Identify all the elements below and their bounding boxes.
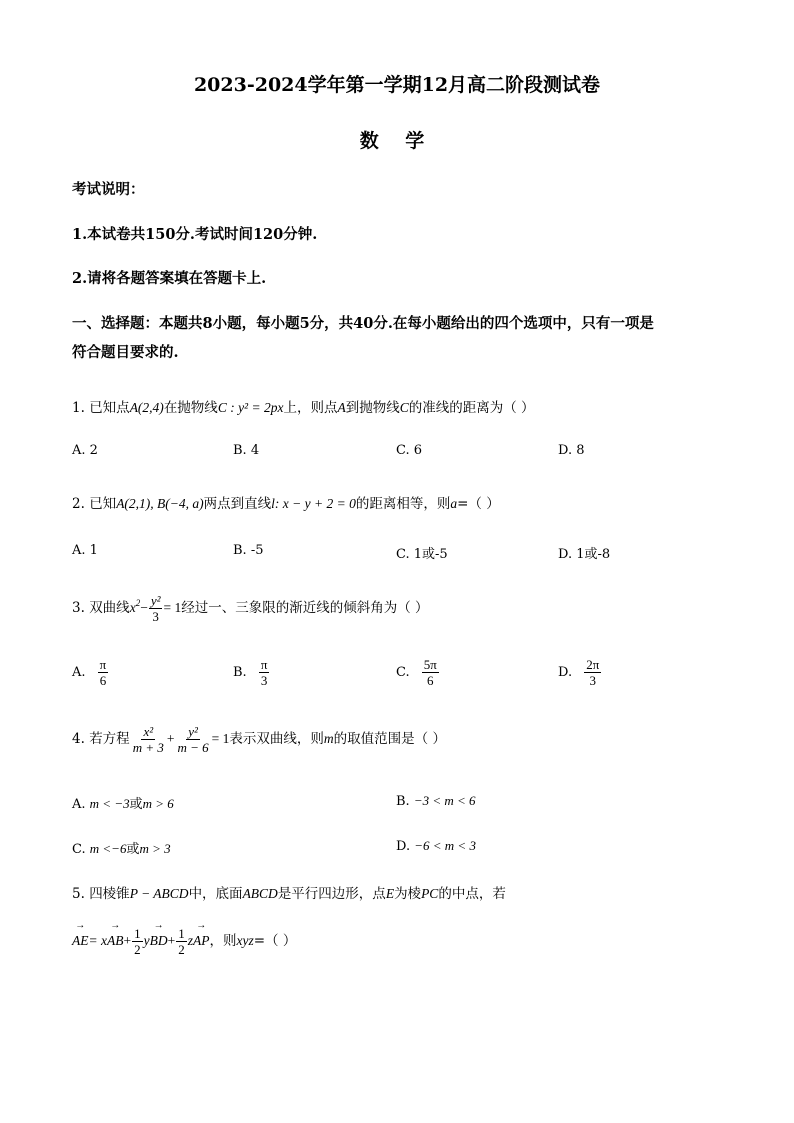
vector-ap: → AP — [193, 933, 210, 949]
question-text: =（ ） — [253, 933, 297, 949]
option-a: A. 1 — [72, 543, 98, 558]
vector-ab: → AB — [107, 933, 124, 949]
question-text: 四棱锥 — [89, 886, 130, 902]
question-text: 到抛物线 — [345, 400, 400, 416]
instruction-item: 1.本试卷共150分.考试时间120分钟. — [72, 226, 318, 243]
option-c: C. 1或-5 — [396, 547, 448, 562]
math-expr: m < −3 — [89, 796, 130, 811]
question-number: 1. — [72, 400, 85, 416]
math-plus: + — [166, 731, 175, 746]
fraction-denominator: 3 — [260, 673, 268, 688]
question-text: 的距离相等，则 — [355, 496, 451, 512]
question-text: 已知 — [89, 496, 117, 512]
fraction-numerator: y² — [188, 724, 198, 739]
subject-title: 数 学 — [359, 130, 435, 152]
vector-ae: → AE — [72, 933, 89, 949]
fraction-numerator: x² — [143, 724, 154, 739]
fraction — [176, 926, 187, 957]
fraction-denominator: 2 — [134, 942, 141, 957]
question-text: 在抛物线 — [163, 400, 218, 416]
option-text: 或 — [126, 842, 140, 857]
math-expr: m <−6 — [89, 841, 127, 856]
option-a — [72, 657, 109, 688]
math-var: E — [385, 886, 395, 901]
fraction-numerator: y² — [150, 593, 161, 608]
option-label: A. — [72, 797, 86, 812]
math-var: a — [450, 496, 458, 511]
math-var: y — [143, 933, 150, 948]
math-expr: −3 < m < 6 — [413, 793, 476, 808]
math-plus: + — [123, 933, 132, 948]
math-point: A(2,4) — [129, 400, 164, 415]
fraction — [259, 657, 270, 688]
question-3 — [72, 593, 429, 624]
option-label: A. — [72, 665, 86, 680]
math-var: m — [323, 731, 334, 746]
question-1 — [72, 396, 535, 416]
math-plus: + — [167, 933, 176, 948]
math-eq: = 1 — [211, 731, 230, 746]
math-expr: P − ABCD — [129, 886, 189, 901]
math-expr: m > 3 — [139, 841, 171, 856]
question-text: 为棱 — [394, 886, 422, 902]
math-expr: −6 < m < 3 — [414, 838, 476, 853]
fraction — [584, 657, 601, 688]
math-var: PC — [421, 886, 439, 901]
option-d: D. 8 — [558, 443, 585, 458]
fraction-numerator: 1 — [178, 926, 185, 941]
question-2 — [72, 492, 500, 512]
math-var: C — [399, 400, 409, 415]
option-label: B. — [396, 794, 410, 809]
question-text: 是平行四边形，点 — [277, 886, 386, 902]
question-number: 3. — [72, 600, 85, 616]
math-expr: = x — [88, 933, 107, 948]
option-text: 或 — [129, 797, 143, 812]
fraction-denominator: 3 — [152, 609, 159, 624]
fraction-denominator: 3 — [589, 673, 597, 688]
question-text: =（ ） — [457, 496, 500, 512]
vector-bd: → BD — [150, 933, 168, 949]
option-label: D. — [558, 665, 573, 680]
math-points: A(2,1), B(−4, a) — [116, 496, 204, 511]
fraction-numerator: π — [260, 657, 268, 672]
question-number: 5. — [72, 886, 85, 902]
question-text: 的准线的距离为（ ） — [408, 400, 535, 416]
fraction — [149, 593, 163, 624]
option-c: C. 6 — [396, 443, 423, 458]
option-b — [396, 793, 476, 809]
fraction-denominator: 2 — [178, 942, 185, 957]
math-expr: xyz — [236, 933, 254, 948]
option-label: D. — [396, 839, 411, 854]
option-label: C. — [72, 842, 86, 857]
fraction-numerator: π — [99, 657, 107, 672]
fraction-denominator: m − 6 — [177, 740, 209, 755]
question-text: 的取值范围是（ ） — [333, 731, 446, 747]
question-number: 4. — [72, 731, 85, 747]
math-eq: = 1 — [163, 600, 182, 615]
question-text: 的中点，若 — [438, 886, 506, 902]
question-text: 双曲线 — [89, 600, 130, 616]
option-a: A. 2 — [72, 443, 98, 458]
fraction — [132, 926, 143, 957]
fraction-numerator: 5π — [423, 657, 437, 672]
option-a — [72, 793, 174, 812]
fraction — [422, 657, 439, 688]
fraction-denominator: m + 3 — [132, 740, 164, 755]
option-d — [396, 838, 476, 854]
question-text: 已知点 — [89, 400, 130, 416]
math-expr: ABCD — [242, 886, 278, 901]
question-text: ，则 — [209, 933, 237, 949]
question-number: 2. — [72, 496, 85, 512]
exam-title: 2023-2024学年第一学期12月高二阶段测试卷 — [193, 74, 601, 96]
question-5 — [72, 882, 506, 902]
instructions-heading: 考试说明： — [72, 181, 145, 198]
math-var: z — [187, 933, 193, 948]
option-b: B. 4 — [233, 443, 260, 458]
question-text: 中，底面 — [188, 886, 243, 902]
option-d: D. 1或-8 — [558, 547, 611, 562]
fraction-denominator: 6 — [99, 673, 107, 688]
question-5-vector-equation — [72, 926, 296, 957]
fraction-numerator: 2π — [586, 657, 600, 672]
option-b — [233, 657, 270, 688]
question-text: 上，则点 — [283, 400, 338, 416]
question-text: 若方程 — [89, 731, 130, 747]
math-curve: C : y² = 2px — [217, 400, 284, 415]
fraction-denominator: 6 — [427, 673, 434, 688]
question-4 — [72, 724, 446, 755]
section-heading-cont: 符合题目要求的. — [72, 344, 179, 361]
question-text: 表示双曲线，则 — [229, 731, 324, 747]
option-b: B. -5 — [233, 543, 264, 558]
option-d — [558, 657, 602, 688]
fraction — [98, 657, 109, 688]
math-x: $x^2$ — [129, 598, 141, 615]
math-line: l: x − y + 2 = 0 — [271, 496, 356, 511]
math-expr: m > 6 — [142, 796, 174, 811]
fraction — [175, 724, 210, 755]
fraction — [131, 724, 166, 755]
math-minus: − — [140, 600, 148, 615]
section-heading: 一、选择题：本题共8小题，每小题5分，共40分.在每小题给出的四个选项中，只有一项是 — [72, 315, 654, 332]
question-text: 经过一、三象限的渐近线的倾斜角为（ ） — [181, 600, 429, 616]
option-label: C. — [396, 665, 410, 680]
fraction-numerator: 1 — [134, 926, 141, 941]
question-text: 两点到直线 — [203, 496, 272, 512]
option-c — [72, 838, 171, 857]
math-var: A — [337, 400, 346, 415]
option-c — [396, 657, 440, 688]
option-label: B. — [233, 665, 247, 680]
instruction-item: 2.请将各题答案填在答题卡上. — [72, 270, 267, 287]
